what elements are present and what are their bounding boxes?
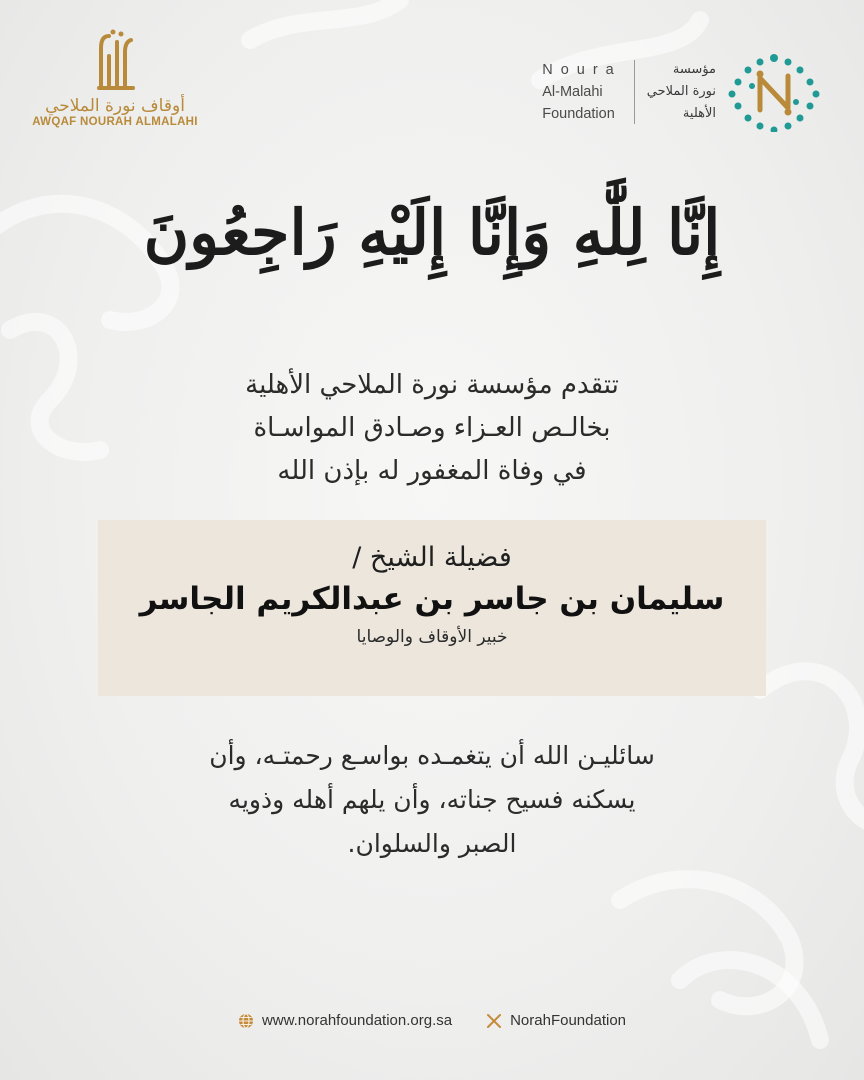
deceased-role: خبير الأوقاف والوصايا [356, 627, 508, 647]
website-link[interactable] [238, 1012, 452, 1029]
dotted-n-logo-icon [728, 52, 820, 132]
prayer-line: سائليـن الله أن يتغمـده بواسـع رحمتـه، وأن [209, 741, 655, 770]
social-handle: NorahFoundation [510, 1012, 627, 1029]
condolence-intro [0, 364, 864, 493]
foundation-arabic-line: مؤسسة [672, 62, 716, 77]
foundation-arabic-line: الأهلية [682, 106, 716, 121]
intro-line: في وفاة المغفور له بإذن الله [277, 456, 587, 486]
deceased-name: سليمان بن جاسر بن عبدالكريم الجاسر [139, 581, 725, 617]
x-logo-icon [486, 1013, 502, 1029]
honorific-title: فضيلة الشيخ / [352, 542, 512, 573]
prayer-line: الصبر والسلوان. [347, 829, 517, 858]
social-link[interactable] [486, 1012, 626, 1029]
calligraphy-phrase: إِنَّا لِلَّٰهِ وَإِنَّا إِلَيْهِ رَاجِعُونَ [143, 196, 721, 269]
intro-line: تتقدم مؤسسة نورة الملاحي الأهلية [245, 370, 619, 400]
awqaf-arabic-name: أوقاف نورة الملاحي [45, 96, 185, 116]
awqaf-emblem-icon [95, 28, 135, 92]
globe-icon [238, 1013, 254, 1029]
foundation-english-name [542, 59, 622, 125]
prayer-text [0, 734, 864, 866]
deceased-name-panel [98, 520, 766, 696]
awqaf-logo [30, 28, 200, 128]
foundation-arabic-line: نورة الملاحي [646, 84, 716, 99]
foundation-arabic-name [647, 59, 716, 125]
foundation-english-line: Al-Malahi [542, 84, 603, 100]
foundation-logo [542, 52, 820, 132]
website-url: www.norahfoundation.org.sa [261, 1012, 453, 1029]
intro-line: بخالـص العـزاء وصـادق المواسـاة [253, 413, 611, 443]
awqaf-english-name: AWQAF NOURAH ALMALAHI [32, 116, 198, 128]
logo-divider [634, 60, 635, 124]
prayer-line: يسكنه فسيح جناته، وأن يلهم أهله وذويه [228, 785, 636, 814]
foundation-english-line: Noura [542, 62, 622, 78]
footer [0, 1012, 864, 1029]
foundation-english-line: Foundation [542, 106, 615, 122]
